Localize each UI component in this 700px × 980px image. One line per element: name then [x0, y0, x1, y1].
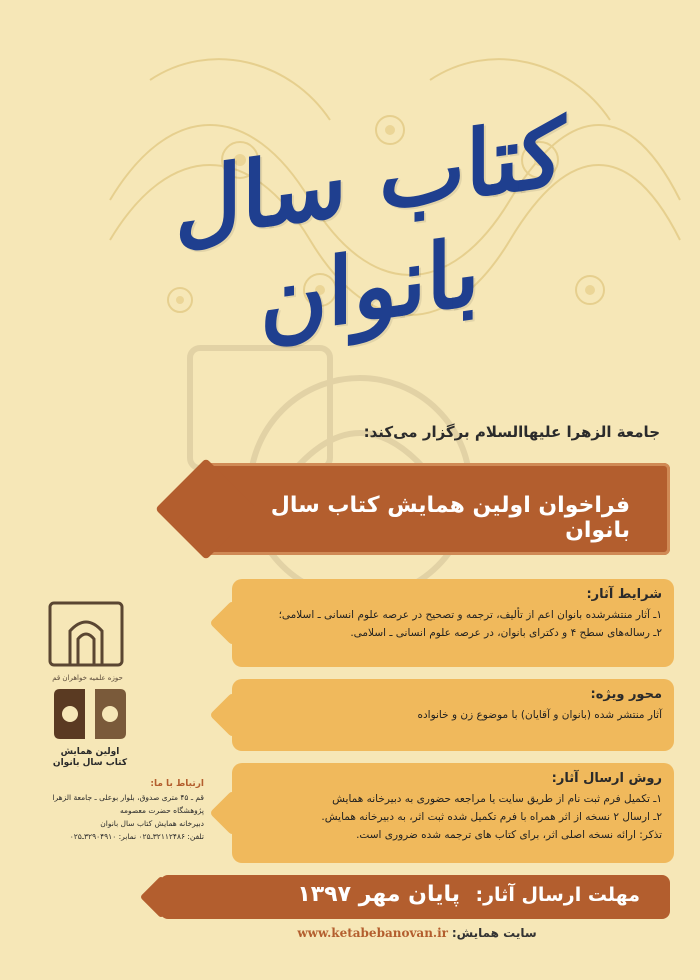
- announcement-text: فراخوان اولین همایش کتاب سال بانوان: [270, 493, 630, 543]
- website-label: سایت همایش:: [451, 926, 537, 940]
- special-axis-heading: محور ویژه:: [590, 687, 662, 702]
- conditions-section: [232, 579, 674, 667]
- submission-section: [232, 763, 674, 863]
- contact-line: تلفن: ۳۲۱۱۲۴۸۶ـ۰۲۵ نمابر: ۳۲۹۰۴۹۱۰ـ۰۲۵: [69, 832, 204, 841]
- special-axis-section: [232, 679, 674, 751]
- conditions-item: ۱ـ آثار منتشرشده بانوان اعم از تألیف، ترجمه و تصحیح در عرصه علوم انسانی ـ اسلامی؛: [278, 609, 662, 621]
- submission-heading: روش ارسال آثار:: [551, 771, 662, 786]
- university-logo-caption: حوزه علمیه خواهران قم: [52, 674, 123, 682]
- deadline-value: پایان مهر ۱۳۹۷: [297, 882, 460, 907]
- university-logo: [40, 595, 132, 673]
- contact-block: [24, 778, 204, 843]
- website-row: [150, 926, 670, 940]
- website-link[interactable]: www.ketabebanovan.ir: [297, 926, 448, 940]
- contact-line: دبیرخانه همایش کتاب سال بانوان: [100, 819, 204, 828]
- contact-line: قم ـ ۴۵ متری صدوق، بلوار بوعلی ـ جامعة الزهرا: [52, 793, 204, 802]
- conference-caption-line: کتاب سال بانوان: [52, 758, 128, 768]
- poster-title: کتاب سال بانوان: [174, 97, 566, 357]
- conditions-heading: شرایط آثار:: [586, 587, 662, 602]
- conference-logo: [50, 684, 130, 744]
- submission-item: ۲ـ ارسال ۲ نسخه از اثر همراه با فرم تکمیل شده ثبت اثر، به دبیرخانه همایش.: [321, 811, 662, 823]
- conference-caption-line: اولین همایش: [60, 747, 120, 757]
- deadline-banner: [160, 875, 670, 919]
- contact-line: پژوهشگاه حضرت معصومه: [119, 806, 204, 815]
- organizer-text: جامعة الزهرا علیهاالسلام برگزار می‌کند:: [363, 423, 660, 441]
- contact-title: ارتباط با ما:: [150, 779, 204, 789]
- conditions-item: ۲ـ رساله‌های سطح ۴ و دکترای بانوان، در عرصه علوم انسانی ـ اسلامی.: [350, 627, 662, 639]
- conference-logo-caption: [30, 747, 150, 769]
- deadline-label: مهلت ارسال آثار:: [475, 884, 640, 906]
- announcement-banner: [200, 463, 670, 555]
- special-axis-text: آثار منتشر شده (بانوان و آقایان) با موضوع زن و خانواده: [417, 709, 662, 721]
- submission-item: ۱ـ تکمیل فرم ثبت نام از طریق سایت یا مراجعه حضوری به دبیرخانه همایش: [332, 793, 662, 805]
- submission-note: تذکر: ارائه نسخه اصلی اثر، برای کتاب های ترجمه شده ضروری است.: [356, 829, 662, 841]
